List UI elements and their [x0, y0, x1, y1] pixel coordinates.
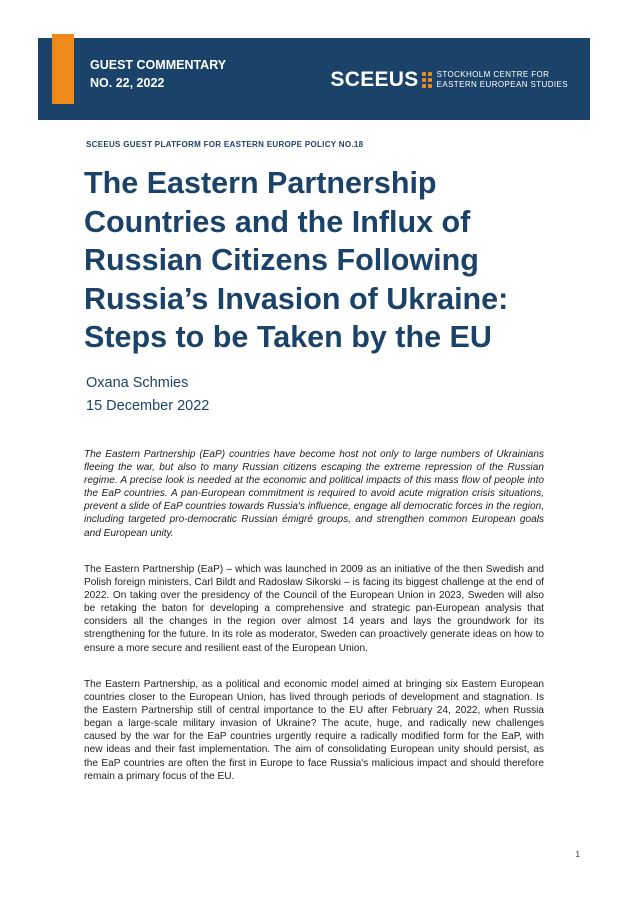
logo-subtitle-line2: EASTERN EUROPEAN STUDIES	[436, 80, 568, 89]
logo-wordmark: SCEEUS	[330, 68, 419, 91]
author-name: Oxana Schmies	[86, 375, 189, 391]
header-banner	[38, 38, 590, 120]
platform-kicker: SCEEUS GUEST PLATFORM FOR EASTERN EUROPE POLICY NO.18	[86, 140, 364, 149]
body-paragraph-2: The Eastern Partnership, as a political and economic model aimed at bringing six Eastern European countries closer to the European Union, has lived through periods of development and stagnation. Is the Eastern Partnership still of central importance to the EU after February 24, 2022, when Russia began a large-scale military invasion of Ukraine? The acute, huge, and radically new challenges caused by the war for the EaP countries urgently require a radically modified form for the EaP, with new ideas and their fast implementation. The aim of consolidating European unity should persist, as the EaP countries are often the first in Europe to face Russia's malicious impact and should therefore remain a primary focus of the EU.	[84, 679, 544, 782]
body-paragraph-1: The Eastern Partnership (EaP) – which was launched in 2009 as an initiative of the then Swedish and Polish foreign ministers, Carl Bildt and Radosław Sikorski – is facing its biggest challenge at the end of 2022. On taking over the presidency of the Council of the European Union in 2023, Sweden will also be retaking the baton for developing a comprehensive and strategic pan-European analysis that considers all the changes in the region over almost 14 years and lays the groundwork for its strengthening for the future. In its role as moderator, Sweden can proactively generate ideas on how to ensure a more secure and resilient east of the European Union.	[84, 564, 544, 654]
abstract: The Eastern Partnership (EaP) countries have become host not only to large numbers of Ukrainians fleeing the war, but also to many Russian citizens escaping the extreme repression of the Russian regime. A precise look is needed at the economic and political impacts of this mass flow of people into the EaP countries. A pan-European commitment is required to avoid acute migration crisis situations, prevent a slide of EaP countries towards Russia's influence, engage all democratic forces in the region, including targeted pro-democratic Russian émigré groups, and strengthen common European goals and European unity.	[84, 449, 544, 539]
page-title: The Eastern Partnership Countries and the Influx of Russian Citizens Following Russia’s Invasion of Ukraine: Steps to be Taken by the EU	[84, 166, 509, 354]
sceeus-logo[interactable]	[330, 68, 568, 92]
logo-dots-icon	[422, 72, 432, 88]
publication-date: 15 December 2022	[86, 398, 210, 414]
accent-bar	[52, 34, 74, 104]
logo-subtitle	[437, 70, 568, 90]
series-label	[90, 56, 226, 92]
series-type: GUEST COMMENTARY	[90, 58, 227, 72]
logo-subtitle-line1: STOCKHOLM CENTRE FOR	[436, 70, 550, 79]
series-number: NO. 22, 2022	[90, 76, 165, 90]
page-number: 1	[575, 850, 580, 859]
